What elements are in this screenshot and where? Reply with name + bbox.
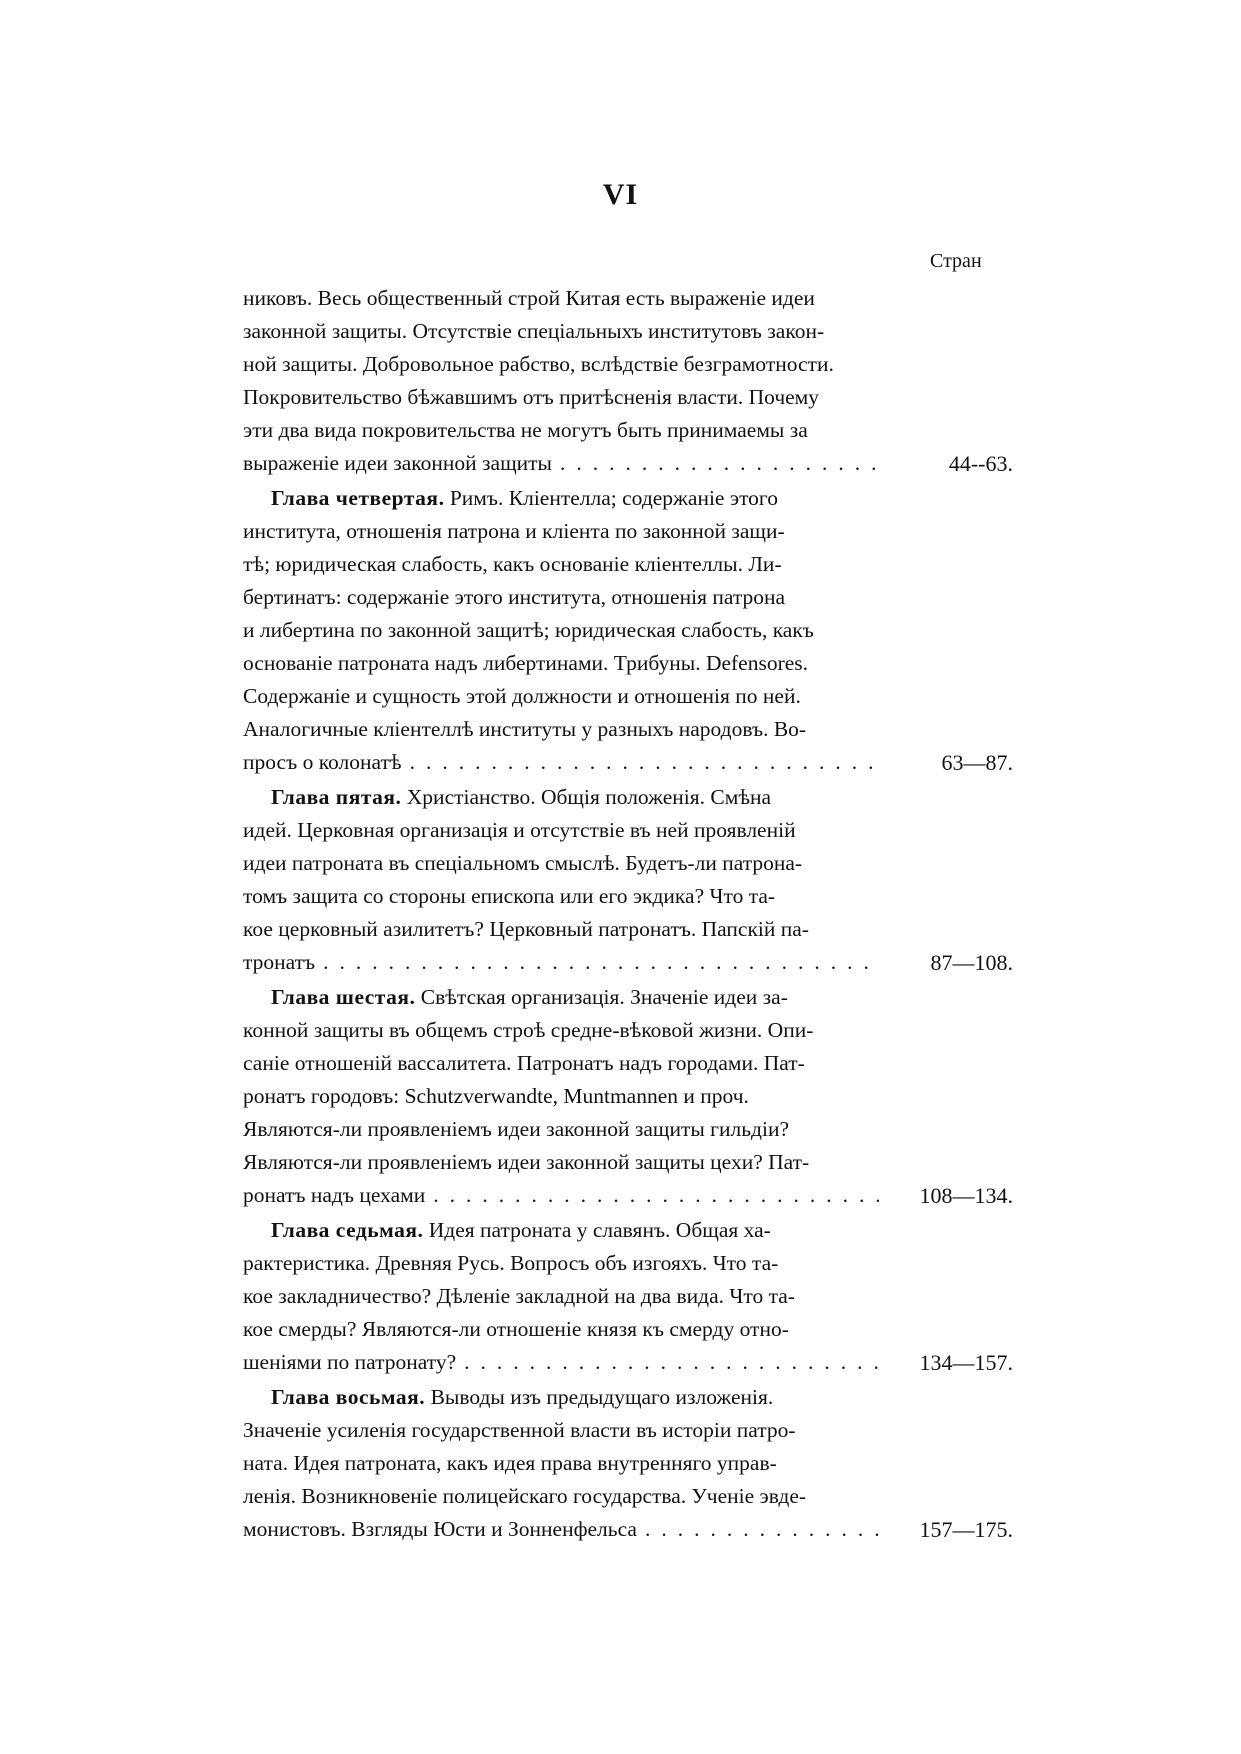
toc-line-body: Являются-ли проявленіемъ идеи законной защиты гильдіи? <box>243 1117 789 1141</box>
toc-line-body: томъ защита со стороны епископа или его экдика? Что та- <box>243 884 776 908</box>
toc-line-text <box>243 1113 789 1146</box>
chapter-heading: Глава пятая. <box>271 785 402 809</box>
toc-line-text <box>243 1346 456 1379</box>
toc-line-body: Содержаніе и сущность этой должности и отношенія по ней. <box>243 684 801 708</box>
toc-line-text <box>243 1047 805 1080</box>
toc-line-text <box>243 1080 749 1113</box>
toc-entry <box>243 482 1013 779</box>
toc-line-text <box>243 814 796 847</box>
toc-line <box>243 1014 879 1047</box>
dot-leader <box>637 1513 879 1546</box>
toc-entry-text <box>243 781 879 979</box>
toc-line <box>243 1214 879 1247</box>
toc-entry-text <box>243 1381 879 1546</box>
toc-line <box>243 548 879 581</box>
page-range: 44--63. <box>948 451 1013 476</box>
chapter-heading: Глава седьмая. <box>271 1218 424 1242</box>
toc-line-body: тронатъ <box>243 950 316 974</box>
toc-line-text <box>243 847 802 880</box>
toc-line-body: кое церковный азилитетъ? Церковный патронатъ. Папскій па- <box>243 917 809 941</box>
toc-line-body: кое закладничество? Дѣленіе закладной на два вида. Что та- <box>243 1284 795 1308</box>
toc-line <box>243 1179 879 1212</box>
toc-entry-text <box>243 1214 879 1379</box>
page-range: 157—175. <box>919 1517 1013 1542</box>
dot-leader <box>402 746 879 779</box>
toc-line-body: ната. Идея патроната, какъ идея права внутренняго управ- <box>243 1451 777 1475</box>
toc-line-body: законной защиты. Отсутствіе спеціальныхъ институтовъ закон- <box>243 319 825 343</box>
toc-entry <box>243 282 1013 480</box>
toc-line-text <box>243 614 814 647</box>
toc-line-text <box>243 581 785 614</box>
toc-line-body: Идея патроната у славянъ. Общая ха- <box>428 1218 771 1242</box>
toc-entry <box>243 1214 1013 1379</box>
toc-line-body: института, отношенія патрона и кліента по законной защи- <box>243 519 785 543</box>
toc-line <box>243 946 879 979</box>
toc-line <box>243 1113 879 1146</box>
toc-line-body: бертинатъ: содержаніе этого института, отношенія патрона <box>243 585 786 609</box>
toc-line-text <box>271 482 778 515</box>
toc-line-body: и либертина по законной защитѣ; юридическая слабость, какъ <box>243 618 814 642</box>
toc-line-text <box>271 1381 773 1414</box>
pages-column-header: Стран <box>930 250 982 272</box>
toc-line-text <box>271 981 788 1014</box>
toc-line <box>243 1381 879 1414</box>
chapter-heading: Глава четвертая. <box>271 486 445 510</box>
toc-line <box>243 1513 879 1546</box>
toc-line-text <box>243 647 808 680</box>
toc-line-text <box>243 315 824 348</box>
toc-entry-text <box>243 482 879 779</box>
toc-line <box>243 814 879 847</box>
table-of-contents <box>243 282 1013 1546</box>
toc-line-body: тѣ; юридическая слабость, какъ основаніе кліентеллы. Ли- <box>243 552 782 576</box>
toc-line-text <box>243 414 808 447</box>
toc-line-text <box>243 348 834 381</box>
toc-line-body: идей. Церковная организація и отсутствіе въ ней проявленій <box>243 818 796 842</box>
toc-line-body: ронатъ надъ цехами <box>243 1183 426 1207</box>
toc-line <box>243 913 879 946</box>
dot-leader <box>315 946 879 979</box>
toc-line-text <box>243 1480 806 1513</box>
page-range: 87—108. <box>930 950 1013 975</box>
toc-line-body: ленія. Возникновеніе полицейскаго государства. Ученіе эвде- <box>243 1484 807 1508</box>
dot-leader <box>552 447 879 480</box>
page-range: 134—157. <box>919 1350 1013 1375</box>
toc-line-body: основаніе патроната надъ либертинами. Трибуны. Defensores. <box>243 651 809 675</box>
toc-line <box>243 447 879 480</box>
dot-leader <box>456 1346 879 1379</box>
toc-line <box>243 1146 879 1179</box>
toc-line-body: идеи патроната въ спеціальномъ смыслѣ. Будетъ-ли патрона- <box>243 851 803 875</box>
toc-line-text <box>243 1313 789 1346</box>
toc-entry <box>243 981 1013 1212</box>
toc-line-body: эти два вида покровительства не могутъ быть принимаемы за <box>243 418 808 442</box>
page-number: VI <box>602 178 639 211</box>
toc-line <box>243 614 879 647</box>
toc-line-text <box>243 680 801 713</box>
chapter-heading: Глава шестая. <box>271 985 416 1009</box>
toc-line-text <box>243 746 402 779</box>
toc-line-body: Покровительство бѣжавшимъ отъ притѣсненія власти. Почему <box>243 385 820 409</box>
chapter-heading: Глава восьмая. <box>271 1385 426 1409</box>
toc-line-body: саніе отношеній вассалитета. Патронатъ надъ городами. Пат- <box>243 1051 805 1075</box>
toc-line <box>243 1047 879 1080</box>
toc-line-text <box>271 1214 771 1247</box>
toc-line-body: ронатъ городовъ: Schutzverwandte, Muntmannen и проч. <box>243 1084 749 1108</box>
toc-line-text <box>243 1280 795 1313</box>
toc-line-text <box>243 447 552 480</box>
toc-line-body: Свѣтская организація. Значеніе идеи за- <box>420 985 788 1009</box>
toc-line <box>243 381 879 414</box>
toc-line <box>243 282 879 315</box>
toc-line-text <box>243 1414 796 1447</box>
toc-line-text <box>243 1447 777 1480</box>
toc-line-body: рактеристика. Древняя Русь. Вопросъ объ изгояхъ. Что та- <box>243 1251 779 1275</box>
toc-line <box>243 680 879 713</box>
toc-line-text <box>271 781 771 814</box>
toc-entry <box>243 781 1013 979</box>
toc-line <box>243 1080 879 1113</box>
toc-line <box>243 315 879 348</box>
toc-line-text <box>243 282 815 315</box>
toc-line-text <box>243 946 315 979</box>
toc-line-body: Христіанство. Общія положенія. Смѣна <box>406 785 772 809</box>
toc-line-body: выраженіе идеи законной защиты <box>243 451 552 475</box>
toc-entry-text <box>243 981 879 1212</box>
toc-entry <box>243 1381 1013 1546</box>
toc-line <box>243 515 879 548</box>
toc-line-body: монистовъ. Взгляды Юсти и Зонненфельса <box>243 1517 637 1541</box>
toc-line <box>243 647 879 680</box>
toc-line-text <box>243 1179 425 1212</box>
toc-line-text <box>243 1247 778 1280</box>
toc-line-body: шеніями по патронату? <box>243 1350 457 1374</box>
toc-line <box>243 1247 879 1280</box>
toc-line <box>243 581 879 614</box>
toc-line-text <box>243 381 819 414</box>
toc-line <box>243 781 879 814</box>
toc-line-text <box>243 880 775 913</box>
toc-line-text <box>243 1014 813 1047</box>
toc-line <box>243 1280 879 1313</box>
toc-line-text <box>243 713 806 746</box>
toc-line <box>243 414 879 447</box>
toc-line-body: Аналогичные кліентеллѣ институты у разныхъ народовъ. Во- <box>243 717 807 741</box>
toc-line <box>243 1346 879 1379</box>
toc-line <box>243 880 879 913</box>
page-range: 108—134. <box>919 1183 1013 1208</box>
toc-line <box>243 981 879 1014</box>
toc-line <box>243 847 879 880</box>
dot-leader <box>425 1179 879 1212</box>
toc-line-body: ной защиты. Добровольное рабство, вслѣдствіе безграмотности. <box>243 352 834 376</box>
toc-line-text <box>243 515 785 548</box>
toc-line-body: Выводы изъ предыдущаго изложенія. <box>430 1385 774 1409</box>
toc-line-text <box>243 548 782 581</box>
toc-entry-text <box>243 282 879 480</box>
toc-line <box>243 482 879 515</box>
toc-line <box>243 1480 879 1513</box>
toc-line-body: Значеніе усиленія государственной власти въ исторіи патро- <box>243 1418 796 1442</box>
page-range: 63—87. <box>941 750 1013 775</box>
toc-line-body: Являются-ли проявленіемъ идеи законной защиты цехи? Пат- <box>243 1150 810 1174</box>
toc-line-text <box>243 913 809 946</box>
toc-line-text <box>243 1146 809 1179</box>
toc-line-text <box>243 1513 637 1546</box>
toc-line <box>243 1313 879 1346</box>
toc-line <box>243 348 879 381</box>
toc-line <box>243 713 879 746</box>
toc-line-body: кое смерды? Являются-ли отношеніе князя къ смерду отно- <box>243 1317 789 1341</box>
toc-line <box>243 1447 879 1480</box>
toc-line <box>243 1414 879 1447</box>
toc-line-body: Римъ. Кліентелла; содержаніе этого <box>449 486 778 510</box>
toc-line-body: просъ о колонатѣ <box>243 750 402 774</box>
toc-line <box>243 746 879 779</box>
toc-line-body: конной защиты въ общемъ строѣ средне-вѣковой жизни. Опи- <box>243 1018 814 1042</box>
toc-line-body: никовъ. Весь общественный строй Китая есть выраженіе идеи <box>243 286 815 310</box>
